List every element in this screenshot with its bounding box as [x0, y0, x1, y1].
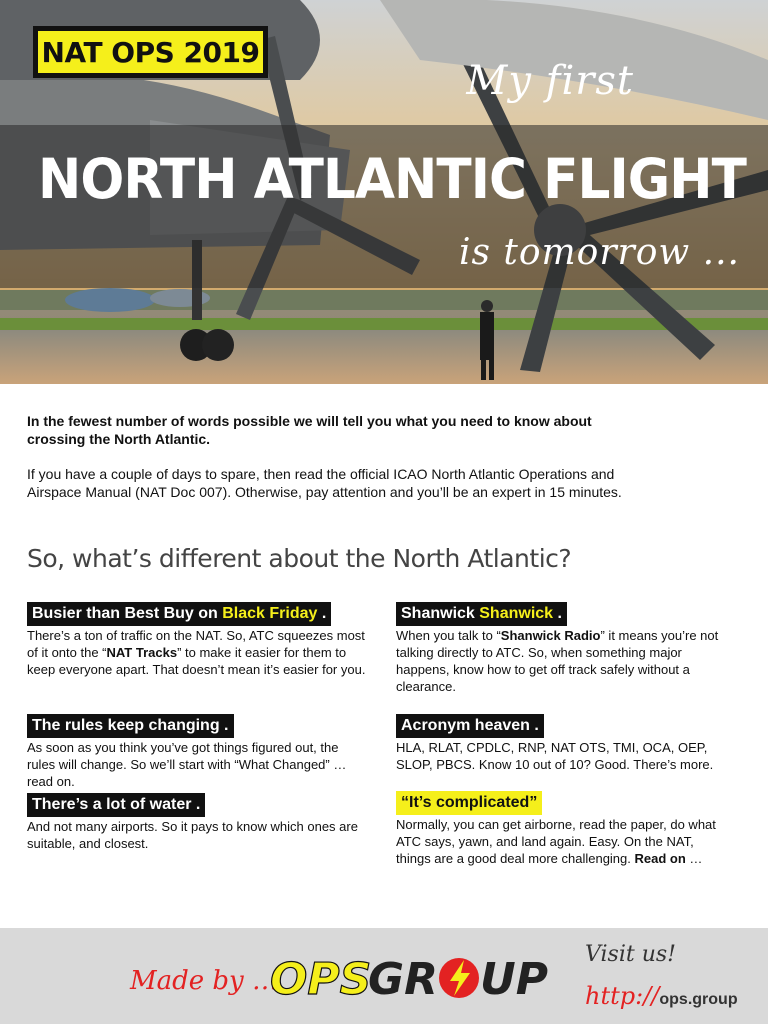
- item-complicated: [396, 791, 726, 867]
- opsgroup-logo: [268, 950, 553, 1006]
- section-title: So, what’s different about the North Atlantic?: [27, 544, 572, 573]
- url-protocol: http://: [585, 982, 660, 1010]
- item-acronym-text: HLA, RLAT, CPDLC, RNP, NAT OTS, TMI, OCA, OEP, SLOP, PBCS. Know 10 out of 10? Good. There’s more.: [396, 740, 714, 772]
- title-my-first: My first: [466, 58, 634, 104]
- nat-ops-badge: NAT OPS 2019: [33, 26, 268, 78]
- item-complicated-text: Normally, you can get airborne, read the paper, do what ATC says, yawn, and land again. Easy. On the NAT, things are a good deal more challenging. Read on …: [396, 817, 716, 866]
- visit-us-label: Visit us!: [585, 942, 676, 967]
- logo-ops-text: OPS: [270, 954, 372, 1005]
- website-link[interactable]: [585, 982, 738, 1010]
- item-acronym-tag: Acronym heaven .: [396, 714, 544, 738]
- item-busier: [27, 602, 369, 678]
- item-rules-text: As soon as you think you’ve got things figured out, the rules will change. So we’ll start with “What Changed” … read on.: [27, 740, 347, 789]
- url-site: ops.group: [659, 991, 738, 1008]
- item-rules: [27, 714, 369, 790]
- title-main: NORTH ATLANTIC FLIGHT: [38, 147, 746, 211]
- item-rules-tag: The rules keep changing .: [27, 714, 234, 738]
- intro-section: [27, 412, 647, 501]
- logo-up-text: UP: [480, 954, 548, 1005]
- title-tomorrow: is tomorrow ...: [458, 232, 740, 273]
- bolt-icon: [439, 958, 479, 998]
- item-water-text: And not many airports. So it pays to know which ones are suitable, and closest.: [27, 819, 358, 851]
- item-water-tag: There’s a lot of water .: [27, 793, 205, 817]
- hero-banner: [0, 0, 768, 384]
- intro-lead: In the fewest number of words possible we will tell you what you need to know about crossing the North Atlantic.: [27, 413, 592, 447]
- item-shanwick: [396, 602, 726, 695]
- logo-gr-text: GR: [368, 954, 438, 1005]
- item-shanwick-tag: Shanwick Shanwick .: [396, 602, 567, 626]
- item-busier-tag: Busier than Best Buy on Black Friday .: [27, 602, 331, 626]
- made-by-label: Made by …: [130, 966, 279, 996]
- item-complicated-tag: “It’s complicated”: [396, 791, 542, 815]
- item-shanwick-text: When you talk to “Shanwick Radio” it means you’re not talking directly to ATC. So, when something major happens, know how to get off track safely without a clearance.: [396, 628, 719, 694]
- item-acronym: [396, 714, 726, 773]
- intro-body: If you have a couple of days to spare, then read the official ICAO North Atlantic Operations and Airspace Manual (NAT Doc 007). Otherwise, pay attention and you’ll be an expert in 15 minutes.: [27, 466, 622, 500]
- item-water: [27, 793, 369, 852]
- item-busier-text: There’s a ton of traffic on the NAT. So, ATC squeezes most of it onto the “NAT Tracks” to make it easier for them to keep everyone apart. That doesn’t mean it’s easier for you.: [27, 628, 366, 677]
